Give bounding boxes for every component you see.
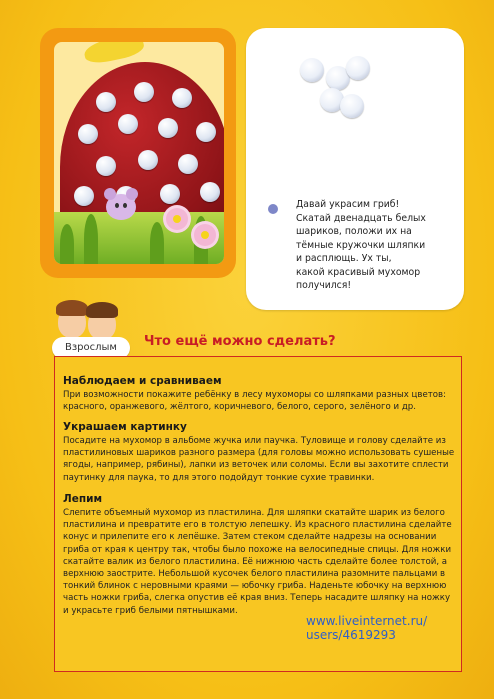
tip-text: Посадите на мухомор в альбоме жучка или паучка. Туловище и голову сделайте из пластилиновых шариков разного размера (для головы можно использовать сушеные ягоды, например, рябины), лапки из веточек или соломы. Если вы захотите сплести паутинку для паука, то для этого подойдут тонкие сухие травинки. <box>63 436 455 483</box>
cap-dot <box>118 114 138 134</box>
tip-sculpt <box>63 493 455 617</box>
flower-icon <box>166 208 188 230</box>
tip-decorate <box>63 421 455 484</box>
tip-text: При возможности покажите ребёнку в лесу мухоморы со шляпками разных цветов: красного, оранжевого, жёлтого, коричневого, белого, серого, зелёного и др. <box>63 390 446 413</box>
cap-dot <box>196 122 216 142</box>
plasticine-ball <box>340 94 364 118</box>
cap-dot <box>160 184 180 204</box>
cap-dot <box>74 186 94 206</box>
cap-dot <box>134 82 154 102</box>
watermark-line-2: users/4619293 <box>306 628 396 642</box>
plasticine-ball <box>300 58 324 82</box>
cap-dot <box>96 156 116 176</box>
tip-title: Украшаем картинку <box>63 421 187 433</box>
bullet-dot <box>268 204 278 214</box>
plasticine-ball <box>346 56 370 80</box>
instruction-text: Давай украсим гриб! Скатай двенадцать белых шариков, положи их на тёмные кружочки шляпки и расплющь. Ух ты, какой красивый мухомор получился! <box>296 199 426 291</box>
adults-badge: Взрослым <box>52 337 130 359</box>
cap-dot <box>178 154 198 174</box>
mouse-figure <box>106 194 136 220</box>
section-heading: Что ещё можно сделать? <box>144 334 336 349</box>
cap-dot <box>158 118 178 138</box>
cap-dot <box>96 92 116 112</box>
mushroom-cap <box>60 62 224 237</box>
cap-dot <box>200 182 220 202</box>
cap-dot <box>138 150 158 170</box>
mushroom-illustration <box>40 28 236 278</box>
tip-title: Наблюдаем и сравниваем <box>63 375 222 387</box>
cap-dot <box>172 88 192 108</box>
tip-observe <box>63 375 455 413</box>
flower-icon <box>194 224 216 246</box>
tip-text: Слепите объемный мухомор из пластилина. Для шляпки скатайте шарик из белого пластилина и превратите его в толстую лепешку. Из красного пластилина сделайте конус и прилепите его к лепёшке. Затем стеком сделайте надрезы на основании гриба от края к центру так, чтобы было похоже на велосипедные спицы. Для ножки скатайте валик из белого пластилина. Её нижнюю часть сделайте более толстой, а верхнюю заострите. Небольшой кусочек белого пластилина разомните пальцами в тонкий блинок с неровными краями — юбочку гриба. Наденьте юбочку на верхнюю часть ножки гриба, слегка опустив её края вниз. Теперь насадите шляпку на ножку и украсьте гриб белыми пятнышками. <box>63 508 452 616</box>
adults-avatar <box>52 296 124 340</box>
cap-dot <box>78 124 98 144</box>
instruction-card <box>246 28 464 310</box>
illustration-background <box>54 42 224 264</box>
watermark-line-1: www.liveinternet.ru/ <box>306 614 428 628</box>
tip-title: Лепим <box>63 493 103 505</box>
